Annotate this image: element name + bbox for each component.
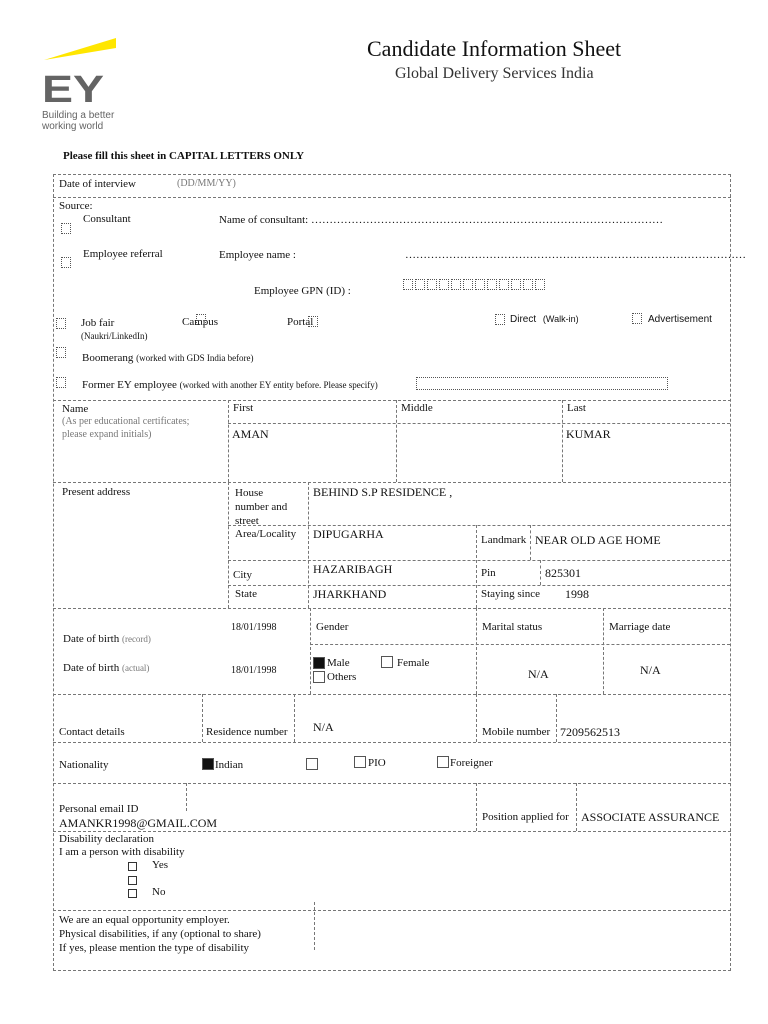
disability-no-label: No	[152, 886, 166, 898]
ey-yellow-beam-icon	[44, 38, 116, 60]
gpn-label: Employee GPN (ID) :	[254, 285, 351, 297]
direct-label	[510, 314, 579, 325]
ey-logo-text: EY	[42, 69, 104, 111]
ey-tagline-line2: working world	[42, 121, 104, 132]
dob-record-text: Date of birth	[63, 633, 120, 645]
marital-status-field[interactable]: N/A	[528, 667, 549, 681]
divider	[314, 902, 315, 950]
middle-name-label: Middle	[401, 402, 433, 414]
former-ey-sub: (worked with another EY entity before. Please specify)	[179, 380, 378, 390]
nationality-blank-checkbox[interactable]	[306, 758, 318, 770]
divider	[294, 694, 295, 742]
marital-status-label: Marital status	[482, 621, 543, 633]
first-name-label: First	[233, 402, 254, 414]
first-name-field[interactable]: AMAN	[232, 427, 269, 441]
page-subtitle: Global Delivery Services India	[395, 65, 594, 82]
staying-since-field[interactable]: 1998	[565, 587, 589, 601]
male-checkbox[interactable]	[313, 657, 325, 669]
landmark-label: Landmark	[481, 534, 527, 546]
divider	[228, 585, 730, 586]
pio-checkbox[interactable]	[354, 756, 366, 768]
boomerang-label	[82, 352, 254, 364]
divider	[186, 783, 187, 811]
state-field[interactable]: JHARKHAND	[313, 587, 387, 601]
campus-label: Campus	[182, 316, 219, 328]
mobile-number-field[interactable]: 7209562513	[560, 725, 620, 739]
marriage-date-label: Marriage date	[609, 621, 671, 633]
employee-referral-checkbox[interactable]	[61, 257, 71, 268]
contact-details-label: Contact details	[59, 726, 125, 738]
divider	[53, 608, 731, 609]
divider	[556, 694, 557, 742]
state-label: State	[235, 588, 257, 600]
divider	[228, 560, 730, 561]
city-label: City	[233, 569, 252, 581]
walkin-text: (Walk-in)	[542, 314, 579, 324]
page-title: Candidate Information Sheet	[367, 36, 622, 61]
name-note-line2: please expand initials)	[62, 429, 152, 440]
email-field[interactable]: AMANKR1998@GMAIL.COM	[59, 816, 218, 830]
mobile-number-label: Mobile number	[482, 726, 551, 738]
landmark-field[interactable]: NEAR OLD AGE HOME	[535, 533, 661, 547]
boomerang-text: Boomerang	[82, 352, 134, 364]
foreigner-checkbox[interactable]	[437, 756, 449, 768]
source-label: Source:	[59, 200, 93, 212]
divider	[228, 482, 229, 608]
divider	[396, 400, 397, 482]
former-ey-specify-field[interactable]	[416, 377, 668, 390]
divider	[476, 783, 477, 831]
divider	[53, 831, 731, 832]
advertisement-checkbox[interactable]	[632, 313, 642, 324]
last-name-label: Last	[567, 402, 586, 414]
indian-checkbox[interactable]	[202, 758, 214, 770]
staying-since-label: Staying since	[481, 588, 540, 600]
email-label: Personal email ID	[59, 803, 139, 815]
gpn-input-boxes[interactable]	[403, 279, 551, 292]
marriage-date-field[interactable]: N/A	[640, 663, 661, 677]
divider	[476, 694, 477, 742]
disability-no-checkbox[interactable]	[128, 889, 137, 898]
female-checkbox[interactable]	[381, 656, 393, 668]
male-label: Male	[327, 657, 350, 669]
house-label	[235, 486, 287, 528]
divider	[228, 525, 730, 526]
frame-bottom	[53, 970, 731, 971]
female-label: Female	[397, 657, 430, 669]
house-label-line2: number and	[235, 501, 288, 513]
last-name-field[interactable]: KUMAR	[566, 427, 611, 441]
pin-label: Pin	[481, 567, 496, 579]
employee-name-label: Employee name :	[219, 249, 296, 261]
residence-number-label: Residence number	[206, 726, 288, 738]
interview-label: Date of interview	[59, 178, 136, 190]
employee-name-field[interactable]: …………………………………………………………………………………	[405, 249, 746, 261]
dob-record-field[interactable]: 18/01/1998	[231, 622, 277, 633]
divider	[53, 400, 731, 401]
city-field[interactable]: HAZARIBAGH	[313, 562, 393, 576]
interview-date-field[interactable]: (DD/MM/YY)	[177, 178, 236, 189]
frame-right	[730, 174, 731, 971]
job-fair-label: Job fair	[81, 317, 115, 329]
dob-actual-label	[63, 662, 149, 674]
residence-number-field[interactable]: N/A	[313, 720, 334, 734]
dob-actual-sub: (actual)	[121, 663, 150, 673]
divider	[53, 910, 731, 911]
divider	[53, 197, 731, 198]
divider	[53, 783, 731, 784]
divider	[310, 644, 730, 645]
pin-field[interactable]: 825301	[545, 566, 581, 580]
former-ey-label	[82, 379, 378, 391]
name-note-line1: (As per educational certificates;	[62, 416, 190, 427]
divider	[228, 423, 730, 424]
house-label-line1: House	[235, 487, 264, 499]
disability-yes-label: Yes	[152, 859, 169, 871]
divider	[476, 525, 477, 608]
others-label: Others	[327, 671, 357, 683]
portal-checkbox[interactable]	[308, 316, 318, 327]
area-field[interactable]: DIPUGARHA	[313, 527, 384, 541]
disability-label: Disability declaration	[59, 833, 154, 845]
dob-record-label	[63, 633, 151, 645]
eo-line2: Physical disabilities, if any (optional to share)	[59, 928, 261, 940]
eo-line1: We are an equal opportunity employer.	[59, 914, 230, 926]
consultant-checkbox[interactable]	[61, 223, 71, 234]
indian-label: Indian	[215, 759, 244, 771]
divider	[53, 742, 731, 743]
position-applied-field[interactable]: ASSOCIATE ASSURANCE	[581, 810, 720, 824]
divider	[562, 400, 563, 482]
instruction-text: Please fill this sheet in CAPITAL LETTERS ONLY	[63, 150, 305, 162]
boomerang-sub: (worked with GDS India before)	[136, 353, 254, 363]
divider	[603, 608, 604, 694]
employee-referral-label: Employee referral	[83, 248, 163, 260]
house-field[interactable]: BEHIND S.P RESIDENCE ,	[313, 485, 453, 499]
ey-logo	[40, 38, 120, 138]
divider	[310, 608, 311, 694]
divider	[228, 400, 229, 482]
dob-record-sub: (record)	[121, 634, 151, 644]
area-label: Area/Locality	[235, 528, 297, 540]
pio-label: PIO	[368, 757, 386, 769]
campus-checkbox[interactable]	[196, 314, 206, 325]
disability-yes-checkbox[interactable]	[128, 862, 137, 871]
gender-label: Gender	[316, 621, 349, 633]
divider	[53, 482, 731, 483]
frame-top	[53, 174, 731, 175]
direct-text: Direct	[510, 314, 537, 325]
others-checkbox[interactable]	[313, 671, 325, 683]
boomerang-checkbox[interactable]	[56, 347, 66, 358]
disability-blank-checkbox[interactable]	[128, 876, 137, 885]
divider	[53, 694, 731, 695]
divider	[530, 525, 531, 560]
position-applied-label: Position applied for	[482, 811, 569, 823]
frame-left	[53, 174, 54, 971]
direct-checkbox[interactable]	[495, 314, 505, 325]
ey-tagline-line1: Building a better	[42, 110, 115, 121]
disability-type-field[interactable]	[318, 914, 726, 954]
dob-actual-field[interactable]: 18/01/1998	[231, 665, 277, 676]
consultant-label: Consultant	[83, 213, 131, 225]
dob-actual-text: Date of birth	[63, 662, 120, 674]
divider	[576, 783, 577, 831]
nationality-label: Nationality	[59, 759, 109, 771]
divider	[476, 608, 477, 694]
divider	[202, 694, 203, 742]
consultant-name-field[interactable]: Name of consultant: ……………………………………………………………………………………	[219, 214, 663, 226]
house-label-line3: street	[235, 515, 259, 527]
advertisement-label: Advertisement	[648, 314, 712, 325]
former-ey-text: Former EY employee	[82, 379, 177, 391]
portal-label: Portal	[287, 316, 314, 328]
divider	[540, 560, 541, 585]
address-label: Present address	[62, 486, 131, 498]
eo-line3: If yes, please mention the type of disability	[59, 942, 250, 954]
name-label: Name	[62, 403, 89, 415]
divider	[308, 482, 309, 608]
disability-question: I am a person with disability	[59, 846, 185, 858]
former-ey-checkbox[interactable]	[56, 377, 66, 388]
foreigner-label: Foreigner	[450, 757, 493, 769]
job-fair-checkbox[interactable]	[56, 318, 66, 329]
job-fair-sub: (Naukri/LinkedIn)	[81, 331, 148, 341]
